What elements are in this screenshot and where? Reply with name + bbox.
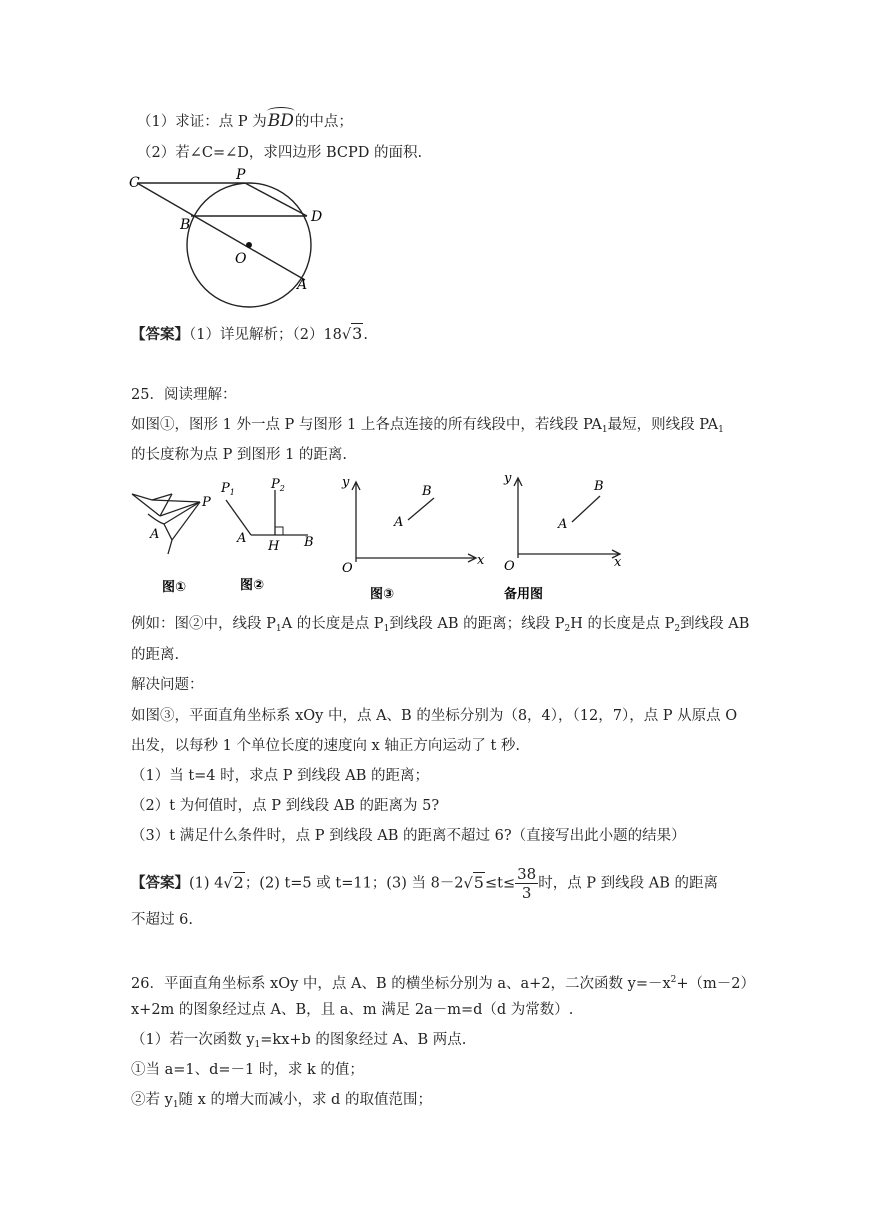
q24-part1-text: （1）求证：点 P 为 bbox=[137, 114, 267, 130]
label-b: B bbox=[180, 217, 191, 233]
fig4-a: A bbox=[558, 517, 568, 532]
p2-sub: 2 bbox=[279, 484, 285, 493]
q24-part1 bbox=[137, 111, 353, 132]
sub: 1 bbox=[275, 624, 282, 634]
fig2 bbox=[218, 470, 328, 600]
q25-example1 bbox=[131, 614, 749, 639]
label-a: A bbox=[297, 277, 308, 293]
arc-bd bbox=[267, 111, 295, 131]
fig4-y: y bbox=[504, 471, 512, 486]
q25-answer bbox=[131, 865, 718, 902]
q26-line1 bbox=[131, 970, 755, 994]
fig4-b: B bbox=[594, 479, 604, 494]
fig1-caption: 图① bbox=[162, 580, 187, 595]
intro1-a: 如图①，图形 1 外一点 P 与图形 1 上各点连接的所有线段中，若线段 PA bbox=[131, 417, 602, 433]
fraction bbox=[515, 865, 538, 902]
ex-e: 到线段 AB bbox=[680, 616, 750, 632]
sub: 1 bbox=[172, 1100, 179, 1110]
fig1 bbox=[128, 480, 218, 600]
q26-l1b: +（m－2） bbox=[676, 976, 756, 992]
q25-title: 25．阅读理解： bbox=[131, 387, 237, 403]
arc-bd-text: BD bbox=[267, 111, 294, 131]
label-c: C bbox=[129, 175, 140, 191]
q26-l1a: 26．平面直角坐标系 xOy 中，点 A、B 的横坐标分别为 a、a+2，二次函数 y=－x bbox=[131, 976, 671, 992]
fig4-o: O bbox=[504, 559, 515, 574]
q24-part1-end: 的中点； bbox=[294, 114, 353, 130]
q25-problem1: 如图③，平面直角坐标系 xOy 中，点 A、B 的坐标分别为（8，4），（12，7），点 P 从原点 O bbox=[131, 708, 738, 724]
q24-figure bbox=[125, 163, 345, 313]
q25-problem2: 出发，以每秒 1 个单位长度的速度向 x 轴正方向运动了 t 秒. bbox=[131, 738, 520, 754]
sqrt-radicand: 2 bbox=[233, 872, 244, 892]
fig3-y: y bbox=[342, 475, 350, 490]
p1-sub: 1 bbox=[229, 488, 235, 497]
fig2-p2 bbox=[270, 477, 285, 493]
fig1-a: A bbox=[150, 527, 160, 542]
label-p: P bbox=[236, 167, 246, 183]
intro1-b: 最短，则线段 PA bbox=[607, 417, 719, 433]
fig3-a: A bbox=[394, 515, 404, 530]
q26-l3a: （1）若一次函数 y bbox=[131, 1032, 255, 1048]
sub: 2 bbox=[564, 624, 571, 634]
sqrt-radicand: 5 bbox=[473, 872, 484, 892]
q25-q1: （1）当 t=4 时，求点 P 到线段 AB 的距离； bbox=[131, 768, 429, 784]
fig4 bbox=[498, 466, 638, 606]
q25-answer-line2: 不超过 6. bbox=[131, 912, 193, 928]
fraction-numerator: 38 bbox=[517, 865, 537, 883]
q26-l5b: 随 x 的增大而减小，求 d 的取值范围； bbox=[178, 1092, 432, 1108]
sqrt-radicand: 3 bbox=[352, 324, 363, 343]
sqrt: √2 bbox=[223, 872, 244, 892]
fig2-p1 bbox=[220, 481, 235, 497]
q26-line4: ①当 a=1、d=－1 时，求 k 的值； bbox=[131, 1062, 364, 1078]
q25-example2: 的距离. bbox=[131, 647, 180, 663]
answer-end: . bbox=[363, 327, 368, 343]
q25-intro2: 的长度称为点 P 到图形 1 的距离. bbox=[131, 447, 348, 463]
fig1-p: P bbox=[202, 495, 211, 510]
ex-a: 例如：图②中，线段 P bbox=[131, 616, 276, 632]
fig4-x: x bbox=[614, 555, 622, 570]
fig2-caption: 图② bbox=[240, 578, 265, 593]
ans-b: ；(2) t=5 或 t=11；(3) 当 8－2 bbox=[244, 875, 464, 892]
ex-c: 到线段 AB 的距离；线段 P bbox=[389, 616, 565, 632]
ex-d: H 的长度是点 P bbox=[570, 616, 675, 632]
sub: 1 bbox=[254, 1040, 261, 1050]
q24-part2: （2）若∠C=∠D，求四边形 BCPD 的面积. bbox=[137, 145, 423, 161]
sub: 1 bbox=[601, 425, 608, 435]
label-o: O bbox=[235, 251, 247, 267]
fig4-caption: 备用图 bbox=[504, 587, 544, 602]
fig2-h: H bbox=[268, 539, 280, 554]
fig2-b: B bbox=[304, 535, 314, 550]
q26-line2: x+2m 的图象经过点 A、B，且 a、m 满足 2a－m=d（d 为常数）. bbox=[131, 1002, 574, 1018]
p1-text: P bbox=[221, 481, 230, 496]
ans-d: 时，点 P 到线段 AB 的距离 bbox=[538, 875, 719, 892]
p2-text: P bbox=[271, 477, 280, 492]
fig2-a: A bbox=[237, 531, 247, 546]
answer-text: （1）详见解析；（2）18 bbox=[189, 327, 342, 343]
sub: 2 bbox=[674, 624, 681, 634]
q25-q3: （3）t 满足什么条件时，点 P 到线段 AB 的距离不超过 6?（直接写出此小题的结果） bbox=[131, 828, 686, 844]
label-d: D bbox=[311, 209, 323, 225]
fig3 bbox=[336, 470, 491, 605]
q26-line3 bbox=[131, 1030, 466, 1055]
q25-q2: （2）t 为何值时，点 P 到线段 AB 的距离为 5? bbox=[131, 798, 440, 814]
fig3-o: O bbox=[342, 561, 353, 576]
ex-b: A 的长度是点 P bbox=[281, 616, 384, 632]
q25-intro1 bbox=[131, 415, 724, 440]
sup: 2 bbox=[670, 975, 677, 985]
ans-a: (1) 4 bbox=[189, 875, 224, 892]
answer-label: 【答案】 bbox=[131, 326, 189, 343]
q26-l5a: ②若 y bbox=[131, 1092, 173, 1108]
ans-c: ≤t≤ bbox=[484, 875, 516, 892]
sqrt: √5 bbox=[463, 872, 484, 892]
fig3-x: x bbox=[477, 553, 485, 568]
q25-solve: 解决问题： bbox=[131, 677, 204, 693]
fig3-b: B bbox=[422, 484, 432, 499]
q24-answer bbox=[131, 324, 368, 345]
sub: 1 bbox=[718, 425, 724, 435]
q26-l3b: =kx+b 的图象经过 A、B 两点. bbox=[260, 1032, 467, 1048]
q26-line5 bbox=[131, 1090, 432, 1115]
fraction-denominator: 3 bbox=[521, 884, 532, 902]
answer-label: 【答案】 bbox=[131, 874, 189, 892]
sqrt: √3 bbox=[341, 324, 363, 343]
fig3-caption: 图③ bbox=[370, 587, 395, 602]
sub: 1 bbox=[383, 624, 390, 634]
